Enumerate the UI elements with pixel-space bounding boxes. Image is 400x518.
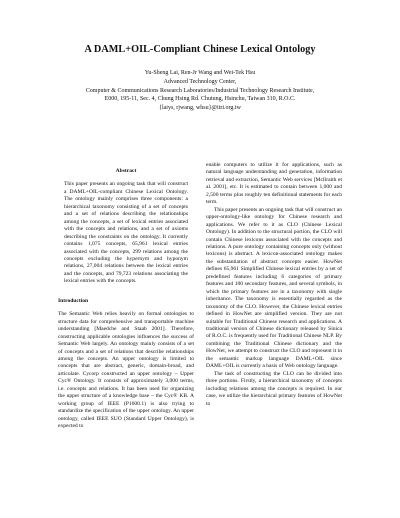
introduction-heading: Introduction	[58, 297, 89, 304]
right-paragraph-1: enable computers to utilize it for applications, such as natural language understanding and generation, information retrieval and extraction, Semantic Web services [McIlraith et al. 2001], etc. It is estimated to contain between 1,000 and 2,500 terms plus roughly ten definitional statements for each term.	[206, 162, 342, 206]
left-column	[58, 168, 194, 431]
right-paragraph-3: The task of constructing the CLO can be divided into three portions. Firstly, a hierarchical taxonomy of concepts including relations among the concepts is required. In our case, we utilize the hierarchical primary features of HowNet to	[206, 370, 342, 407]
right-paragraph-2: This paper presents an ongoing task that will construct an upper-ontology-like ontology for Chinese research and applications. We refer to it as CLO (Chinese Lexical Ontology). In addition to the structural portion, the CLO will contain Chinese lexicons associated with the concepts and relations. A pure ontology containing concepts only (without lexicons) is abstract. A lexicon-associated ontology makes the substantiation of abstract concepts easier. HowNet defines 65,961 Simplified Chinese lexical entries by a set of predefined features including 6 categories of primary features and 100 secondary features, and several symbols, in which the primary features are in a taxonomy with single inheritance. The taxonomy is essentially regarded as the taxonomy of the CLO. However, the Chinese lexical entries defined in HowNet are simplified version. They are not suitable for Traditional Chinese research and applications. A traditional version of Chinese dictionary released by Sinica of R.O.C. is frequently used for Traditional Chinese NLP. By combining the Traditional Chinese dictionary and the HowNet, we attempt to construct the CLO and represent it in the semantic markup language DAML+OIL since DAML+OIL is currently a basis of Web ontology language.	[206, 206, 342, 370]
author-emails: {laiys, rjwang, whsu}@itri.org.tw	[159, 105, 241, 112]
paper-title: A DAML+OIL-Compliant Chinese Lexical Ontology	[84, 44, 316, 55]
right-column	[206, 162, 342, 408]
author-address: E000, 195-11, Sec. 4, Chung Hsing Rd. Chutung, Hsinchu, Taiwan 310, R.O.C.	[104, 96, 296, 103]
abstract-text: This paper presents an ongoing task that will construct a DAML+OIL-compliant Chinese Lexical Ontology. The ontology mainly comprises three components: a hierarchical taxonomy consisting of a set of concepts and a set of relations describing the relationships among the concepts, a set of lexical entries associated with the concepts and relations, and a set of axioms describing the constraints on the ontology. It currently contains 1,075 concepts, 65,961 lexical entries associated with the concepts, 299 relations among the concepts excluding the hypernym and hyponym relations, 27,004 relations between the lexical entries and the concepts, and 79,723 relations associating the lexical entries with the concepts.	[64, 181, 188, 285]
abstract-heading: Abstract	[115, 168, 137, 174]
author-affiliation-center: Advanced Technology Center,	[163, 78, 237, 85]
introduction-text: The Semantic Web relies heavily on formal ontologies to structure data for comprehensive and transportable machine understanding [Maedche and Staab 2001]. Therefore, constructing applicable ontologies influences the success of Semantic Web largely. An ontology mainly consists of a set of concepts and a set of relations that describe relationships among the concepts. An upper ontology is limited to concepts that are abstract, generic, domain-broad, and articulate. Cycorp constructed an upper ontology – Upper Cyc® Ontology. It consists of approximately 3,000 terms, i.e. concepts and relations. It has been used for organizing the upper structure of a knowledge base – the Cyc® KB. A working group of IEEE (P1600.1) is also trying to standardize the specification of the upper ontology. An upper ontology, called IEEE SUO (Standard Upper Ontology), is expected to	[58, 311, 194, 430]
author-names: Yu-Sheng Lai, Ren-Jr Wang and Wei-Tek Hsu	[144, 70, 256, 76]
author-block	[20, 69, 380, 113]
author-affiliation-institute: Computer & Communications Research Laboratories/Industrial Technology Research Institute,	[85, 87, 315, 94]
